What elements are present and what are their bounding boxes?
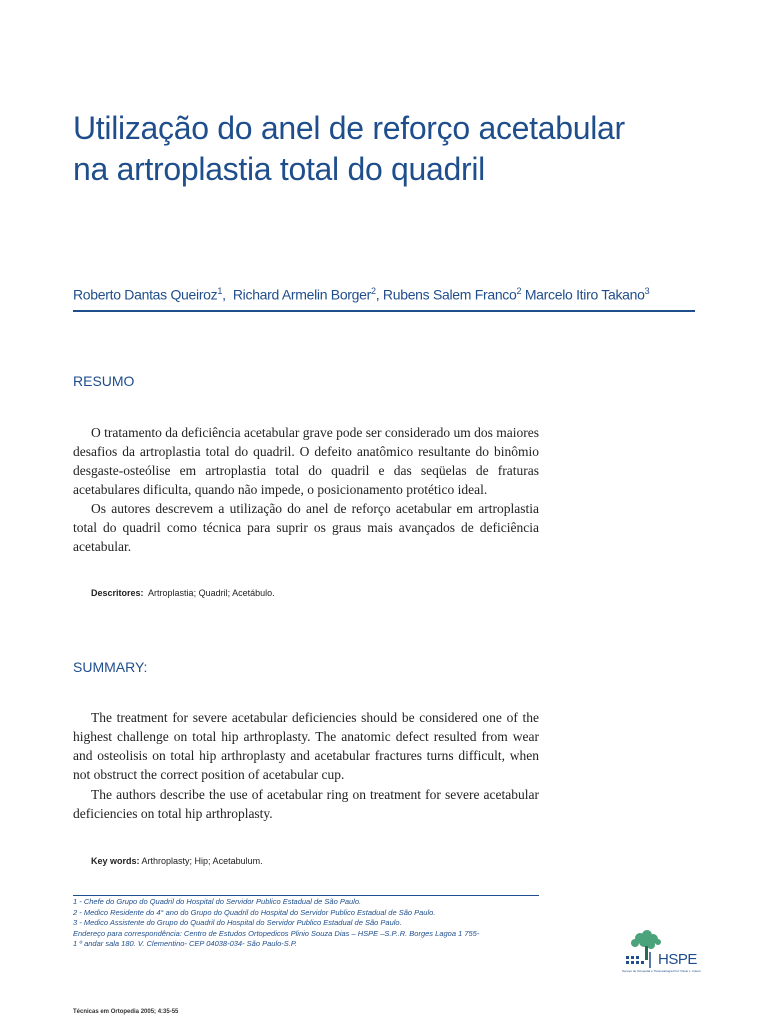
footnote-correspondence: Endereço para correspondência: Centro de Estudos Ortopedicos Plinio Souza Dias – HSPE –S.P..R. Borges Lagoa 1 755- <box>73 928 480 938</box>
resumo-heading: RESUMO <box>73 373 135 389</box>
summary-paragraph-2: The authors describe the use of acetabular ring on treatment for severe acetabular deficiencies on total hip arthroplasty. <box>73 787 539 821</box>
author-2: Richard Armelin Borger <box>232 286 371 303</box>
descritores <box>91 588 275 598</box>
keywords-label: Key words: <box>91 856 140 866</box>
descritores-value: Artroplastia; Quadril; Acetábulo. <box>148 588 275 598</box>
author-3: Rubens Salem Franco <box>382 286 517 303</box>
footnote-1: 1 - Chefe do Grupo do Quadril do Hospital do Servidor Publico Estadual de São Paulo. <box>73 897 362 906</box>
author-list: Roberto Dantas Queiroz$^1$, Richard Armelin Borger$^2$, Rubens Salem Franco$^2$ Marcelo Itiro Takano$^3$ <box>73 286 650 303</box>
title-line-2: na artroplastia total do quadril <box>73 151 485 187</box>
author-1: Roberto Dantas Queiroz <box>73 286 218 303</box>
author-4-affil: 3 <box>644 286 650 296</box>
title-line-1: Utilização do anel de reforço acetabular <box>73 110 625 146</box>
author-3-affil: 2 <box>516 286 522 296</box>
header-divider <box>73 310 695 312</box>
summary-paragraph-1: The treatment for severe acetabular deficiencies should be considered one of the highest challenge on total hip arthroplasty. The anatomic defect resulted from wear and osteolisis on total hip arthroplasty and acetabular fractures turns difficult, when not obstruct the correct position of acetabular cup. <box>73 710 539 782</box>
keywords-value: Arthroplasty; Hip; Acetabulum. <box>141 856 263 866</box>
journal-citation: Técnicas em Ortopedia 2005; 4:35-55 <box>73 1009 179 1015</box>
footnote-3: 3 - Medico Assistente do Grupo do Quadril do Hospital do Servidor Publico Estadual de São Paulo. <box>73 918 402 927</box>
key-words <box>91 856 263 866</box>
article-title <box>73 108 713 190</box>
hspe-logo-subtitle: Serviço de Ortopedia e Traumatologia Prof. Paulo L. Fáveri <box>622 969 701 973</box>
summary-heading: SUMMARY: <box>73 659 148 675</box>
descritores-label: Descritores: <box>91 588 144 598</box>
footnotes <box>73 897 548 950</box>
resumo-paragraph-1: O tratamento da deficiência acetabular grave pode ser considerado um dos maiores desafios da artroplastia total do quadril. O defeito anatômico resultante do binômio desgaste-osteólise em artroplastia total do quadril e das seqüelas de fraturas acetabulares dificulta, quando não impede, o posicionamento protético ideal. <box>73 425 539 497</box>
resumo-paragraph-2: Os autores descrevem a utilização do anel de reforço acetabular em artroplastia total do quadril como técnica para suprir os graus mais avançados de deficiência acetabular. <box>73 501 539 554</box>
hspe-logo-text: HSPE <box>658 951 697 968</box>
footnote-divider <box>73 895 539 896</box>
author-1-affil: 1 <box>217 286 223 296</box>
author-2-affil: 2 <box>371 286 376 296</box>
author-4: Marcelo Itiro Takano <box>524 286 645 303</box>
footnote-address: 1 º andar sala 180. V. Clementino- CEP 04038-034- São Paulo-S.P. <box>73 939 297 948</box>
footnote-2: 2 - Medico Residente do 4° ano do Grupo do Quadril do Hospital do Servidor Publico Estadual de São Paulo. <box>73 907 436 917</box>
